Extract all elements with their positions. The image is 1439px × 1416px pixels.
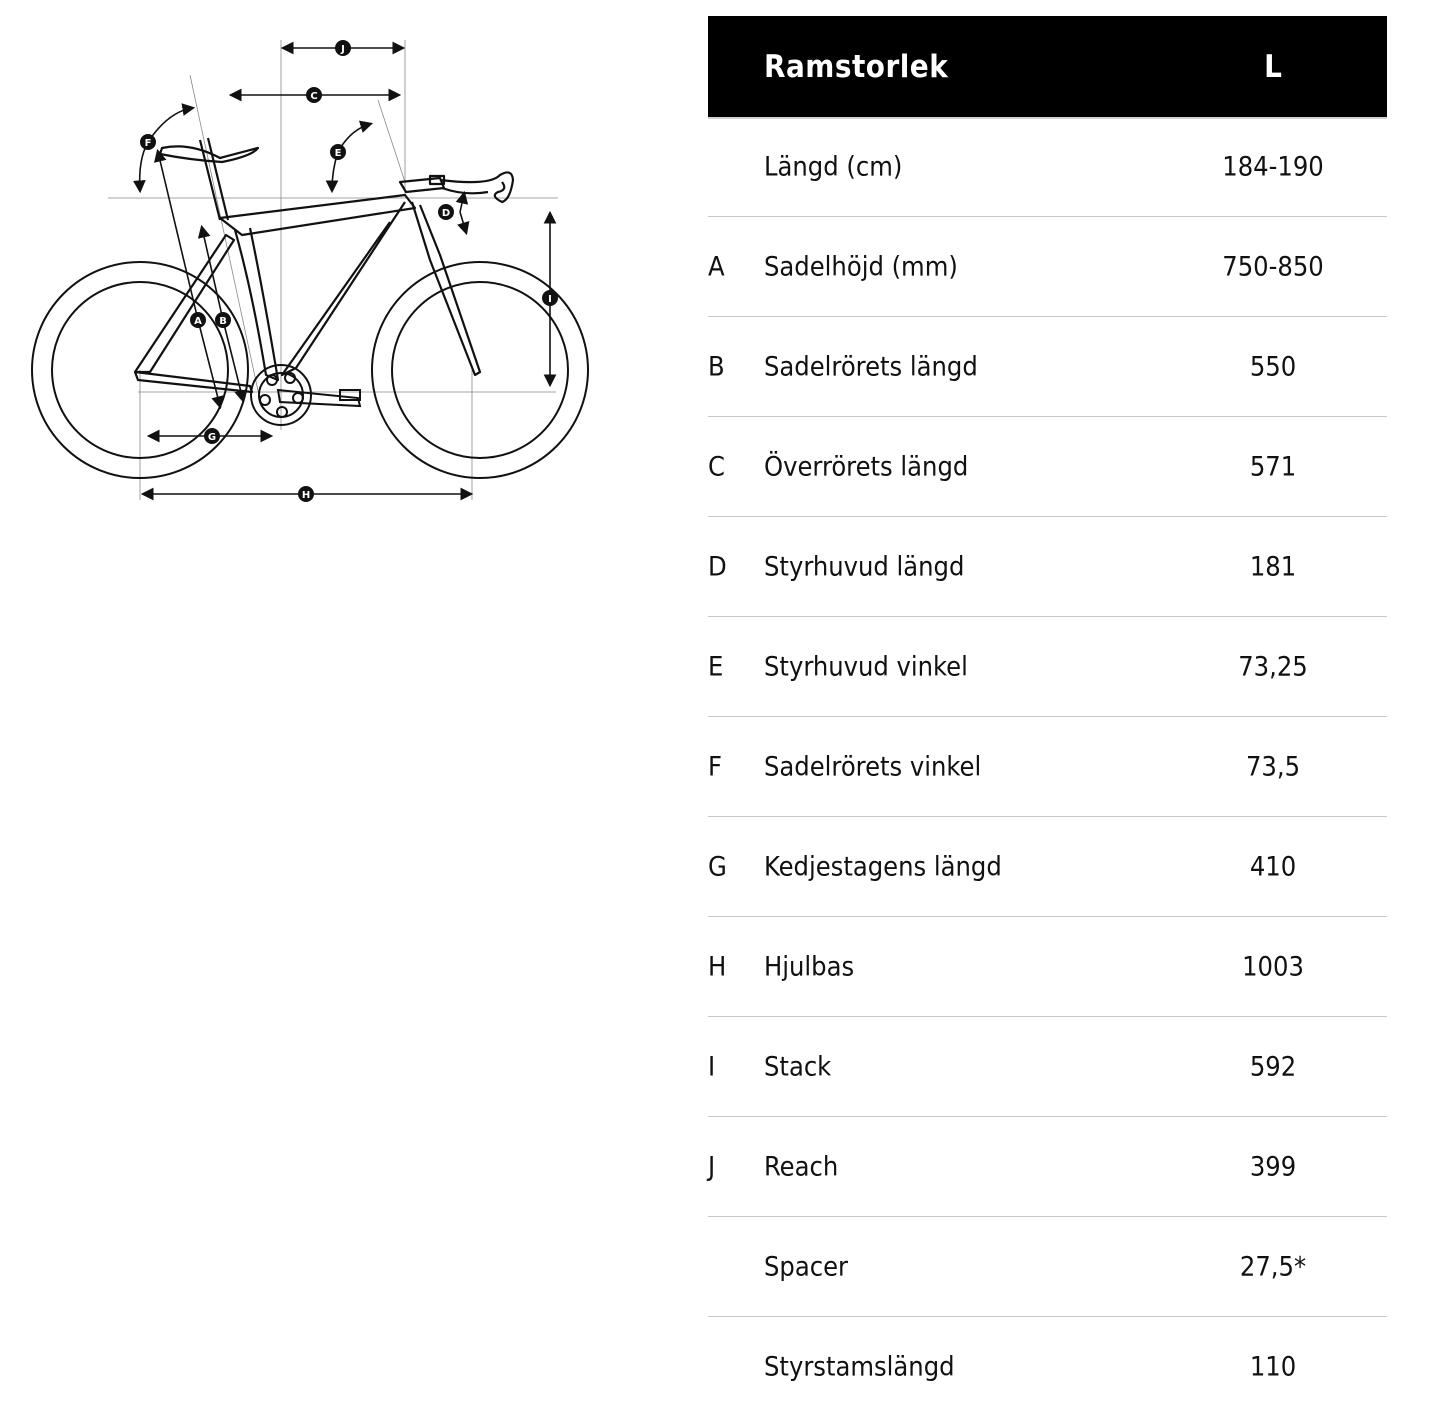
row-name: Reach bbox=[764, 1151, 839, 1182]
row-value: 592 bbox=[1249, 1051, 1297, 1082]
row-value: 27,5* bbox=[1239, 1251, 1307, 1282]
header-size-value: L bbox=[1264, 49, 1282, 85]
geometry-table bbox=[708, 16, 1387, 1416]
row-value: 73,5 bbox=[1245, 751, 1301, 782]
row-code: F bbox=[708, 751, 722, 782]
row-value: 550 bbox=[1249, 351, 1297, 382]
svg-text:J: J bbox=[341, 44, 345, 55]
row-code: D bbox=[708, 551, 727, 582]
row-value: 184-190 bbox=[1222, 151, 1324, 182]
table-header bbox=[708, 16, 1387, 117]
row-name: Sadelrörets längd bbox=[764, 351, 978, 382]
row-value: 1003 bbox=[1242, 951, 1304, 982]
table-row bbox=[708, 1317, 1387, 1416]
row-code: I bbox=[708, 1051, 716, 1082]
table-body bbox=[708, 117, 1387, 1416]
row-name: Överrörets längd bbox=[764, 451, 969, 482]
table-row bbox=[708, 117, 1387, 217]
row-code: A bbox=[708, 251, 725, 282]
table-row bbox=[708, 817, 1387, 917]
marker-h bbox=[298, 486, 314, 502]
row-value: 571 bbox=[1249, 451, 1297, 482]
row-value: 110 bbox=[1249, 1351, 1297, 1382]
header-frame-size-label: Ramstorlek bbox=[764, 49, 949, 85]
table-row bbox=[708, 1117, 1387, 1217]
marker-c bbox=[306, 87, 322, 103]
row-name: Stack bbox=[764, 1051, 832, 1082]
marker-e bbox=[330, 144, 346, 160]
svg-text:C: C bbox=[310, 91, 318, 102]
row-name: Spacer bbox=[764, 1251, 849, 1282]
table-row bbox=[708, 417, 1387, 517]
row-name: Längd (cm) bbox=[764, 151, 903, 182]
table-row bbox=[708, 717, 1387, 817]
row-code: J bbox=[708, 1151, 716, 1182]
marker-a bbox=[190, 312, 206, 328]
bike-geometry-svg bbox=[20, 30, 610, 520]
row-value: 181 bbox=[1249, 551, 1297, 582]
row-value: 410 bbox=[1249, 851, 1297, 882]
row-name: Styrhuvud vinkel bbox=[764, 651, 968, 682]
row-name: Sadelhöjd (mm) bbox=[764, 251, 958, 282]
row-value: 399 bbox=[1249, 1151, 1297, 1182]
svg-text:E: E bbox=[334, 148, 342, 159]
crankset bbox=[251, 365, 360, 425]
guide-lines bbox=[108, 40, 558, 500]
marker-j bbox=[335, 40, 351, 56]
marker-b bbox=[215, 312, 231, 328]
table-row bbox=[708, 317, 1387, 417]
table-row bbox=[708, 217, 1387, 317]
marker-i bbox=[542, 290, 558, 306]
table-row bbox=[708, 1217, 1387, 1317]
marker-f bbox=[140, 134, 156, 150]
row-name: Kedjestagens längd bbox=[764, 851, 1002, 882]
table-row bbox=[708, 1017, 1387, 1117]
row-value: 73,25 bbox=[1238, 651, 1308, 682]
row-code: C bbox=[708, 451, 725, 482]
svg-text:F: F bbox=[144, 138, 152, 149]
row-code: H bbox=[708, 951, 727, 982]
row-value: 750-850 bbox=[1222, 251, 1324, 282]
row-name: Sadelrörets vinkel bbox=[764, 751, 982, 782]
svg-text:G: G bbox=[207, 432, 217, 443]
row-code: G bbox=[708, 851, 727, 882]
svg-text:A: A bbox=[194, 316, 202, 327]
row-name: Styrstamslängd bbox=[764, 1351, 955, 1382]
bike-geometry-diagram bbox=[20, 30, 610, 520]
table-row bbox=[708, 617, 1387, 717]
marker-g bbox=[204, 428, 220, 444]
svg-text:I: I bbox=[548, 294, 552, 305]
row-code: B bbox=[708, 351, 725, 382]
table-row bbox=[708, 517, 1387, 617]
row-name: Hjulbas bbox=[764, 951, 855, 982]
svg-text:H: H bbox=[301, 490, 311, 501]
marker-d bbox=[438, 204, 454, 220]
row-name: Styrhuvud längd bbox=[764, 551, 965, 582]
row-code: E bbox=[708, 651, 724, 682]
svg-text:B: B bbox=[219, 316, 227, 327]
table-row bbox=[708, 917, 1387, 1017]
svg-text:D: D bbox=[441, 208, 451, 219]
